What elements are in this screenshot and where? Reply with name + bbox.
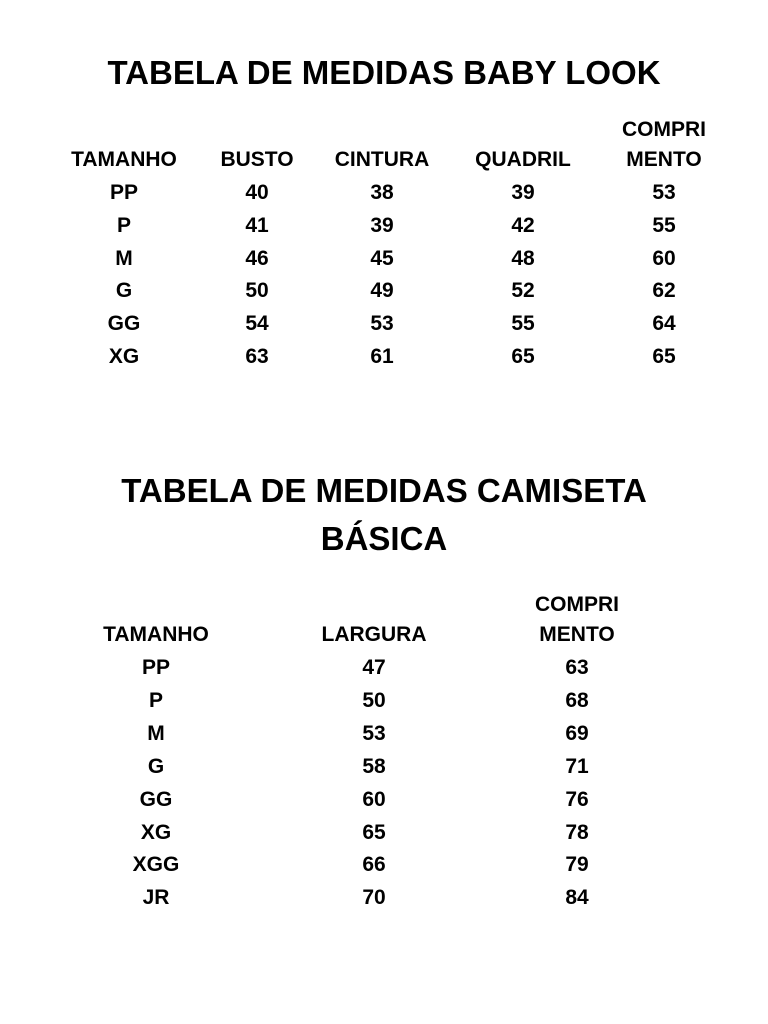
header-comprimento-line2: MENTO — [539, 623, 615, 646]
cell-tamanho: GG — [139, 787, 173, 811]
cell-busto: 40 — [245, 181, 269, 204]
cell-tamanho: XG — [108, 345, 140, 368]
cell-comprimento: 60 — [652, 246, 676, 270]
cell-tamanho: XGG — [132, 853, 180, 877]
cell-quadril: 42 — [511, 213, 535, 237]
cell-quadril: 65 — [511, 345, 535, 368]
cell-comprimento: 63 — [565, 656, 589, 679]
camiseta-title-line1: TABELA DE MEDIDAS CAMISETA — [121, 472, 647, 509]
cell-busto: 41 — [245, 213, 269, 237]
cell-tamanho: JR — [142, 886, 170, 910]
cell-tamanho: P — [148, 688, 164, 712]
cell-cintura: 45 — [370, 246, 394, 270]
cell-comprimento: 76 — [565, 787, 589, 811]
header-tamanho: TAMANHO — [103, 623, 209, 646]
cell-comprimento: 78 — [565, 820, 589, 844]
header-cintura: CINTURA — [334, 148, 430, 171]
header-busto: BUSTO — [220, 148, 294, 171]
cell-largura: 53 — [362, 721, 386, 745]
cell-largura: 47 — [362, 656, 386, 679]
cell-cintura: 53 — [370, 312, 394, 336]
cell-largura: 50 — [362, 688, 386, 712]
cell-comprimento: 69 — [565, 721, 589, 745]
cell-tamanho: G — [147, 754, 165, 778]
cell-largura: 65 — [362, 820, 386, 844]
header-comprimento-line1: COMPRI — [622, 118, 706, 141]
header-tamanho: TAMANHO — [71, 148, 177, 171]
cell-largura: 70 — [362, 886, 386, 910]
cell-busto: 50 — [245, 279, 269, 303]
cell-quadril: 48 — [511, 246, 535, 270]
cell-cintura: 39 — [370, 213, 394, 237]
cell-comprimento: 64 — [652, 312, 676, 336]
camiseta-title-line2: BÁSICA — [320, 520, 448, 557]
cell-tamanho: M — [115, 246, 133, 270]
cell-tamanho: M — [147, 721, 165, 745]
cell-quadril: 52 — [511, 279, 535, 303]
cell-comprimento: 53 — [652, 181, 676, 204]
cell-tamanho: PP — [109, 181, 139, 204]
cell-tamanho: P — [116, 213, 132, 237]
header-comprimento-line2: MENTO — [626, 148, 702, 171]
cell-comprimento: 65 — [652, 345, 676, 368]
cell-cintura: 38 — [370, 181, 394, 204]
cell-tamanho: XG — [140, 820, 172, 844]
cell-largura: 60 — [362, 787, 386, 811]
header-quadril: QUADRIL — [475, 148, 571, 171]
header-comprimento-line1: COMPRI — [535, 593, 619, 616]
cell-comprimento: 71 — [565, 754, 589, 778]
cell-cintura: 61 — [370, 345, 394, 368]
cell-comprimento: 68 — [565, 688, 589, 712]
cell-comprimento: 84 — [565, 886, 589, 910]
cell-comprimento: 79 — [565, 853, 589, 877]
cell-quadril: 39 — [511, 181, 535, 204]
cell-busto: 46 — [245, 246, 269, 270]
cell-busto: 63 — [245, 345, 269, 368]
header-largura: LARGURA — [321, 623, 427, 646]
cell-tamanho: G — [115, 279, 133, 303]
cell-quadril: 55 — [511, 312, 535, 336]
baby-look-title: TABELA DE MEDIDAS BABY LOOK — [107, 54, 661, 91]
cell-tamanho: PP — [141, 656, 171, 679]
cell-busto: 54 — [245, 312, 269, 336]
cell-largura: 58 — [362, 754, 386, 778]
cell-tamanho: GG — [107, 312, 141, 336]
cell-comprimento: 55 — [652, 213, 676, 237]
cell-comprimento: 62 — [652, 279, 676, 303]
cell-cintura: 49 — [370, 279, 394, 303]
cell-largura: 66 — [362, 853, 386, 877]
